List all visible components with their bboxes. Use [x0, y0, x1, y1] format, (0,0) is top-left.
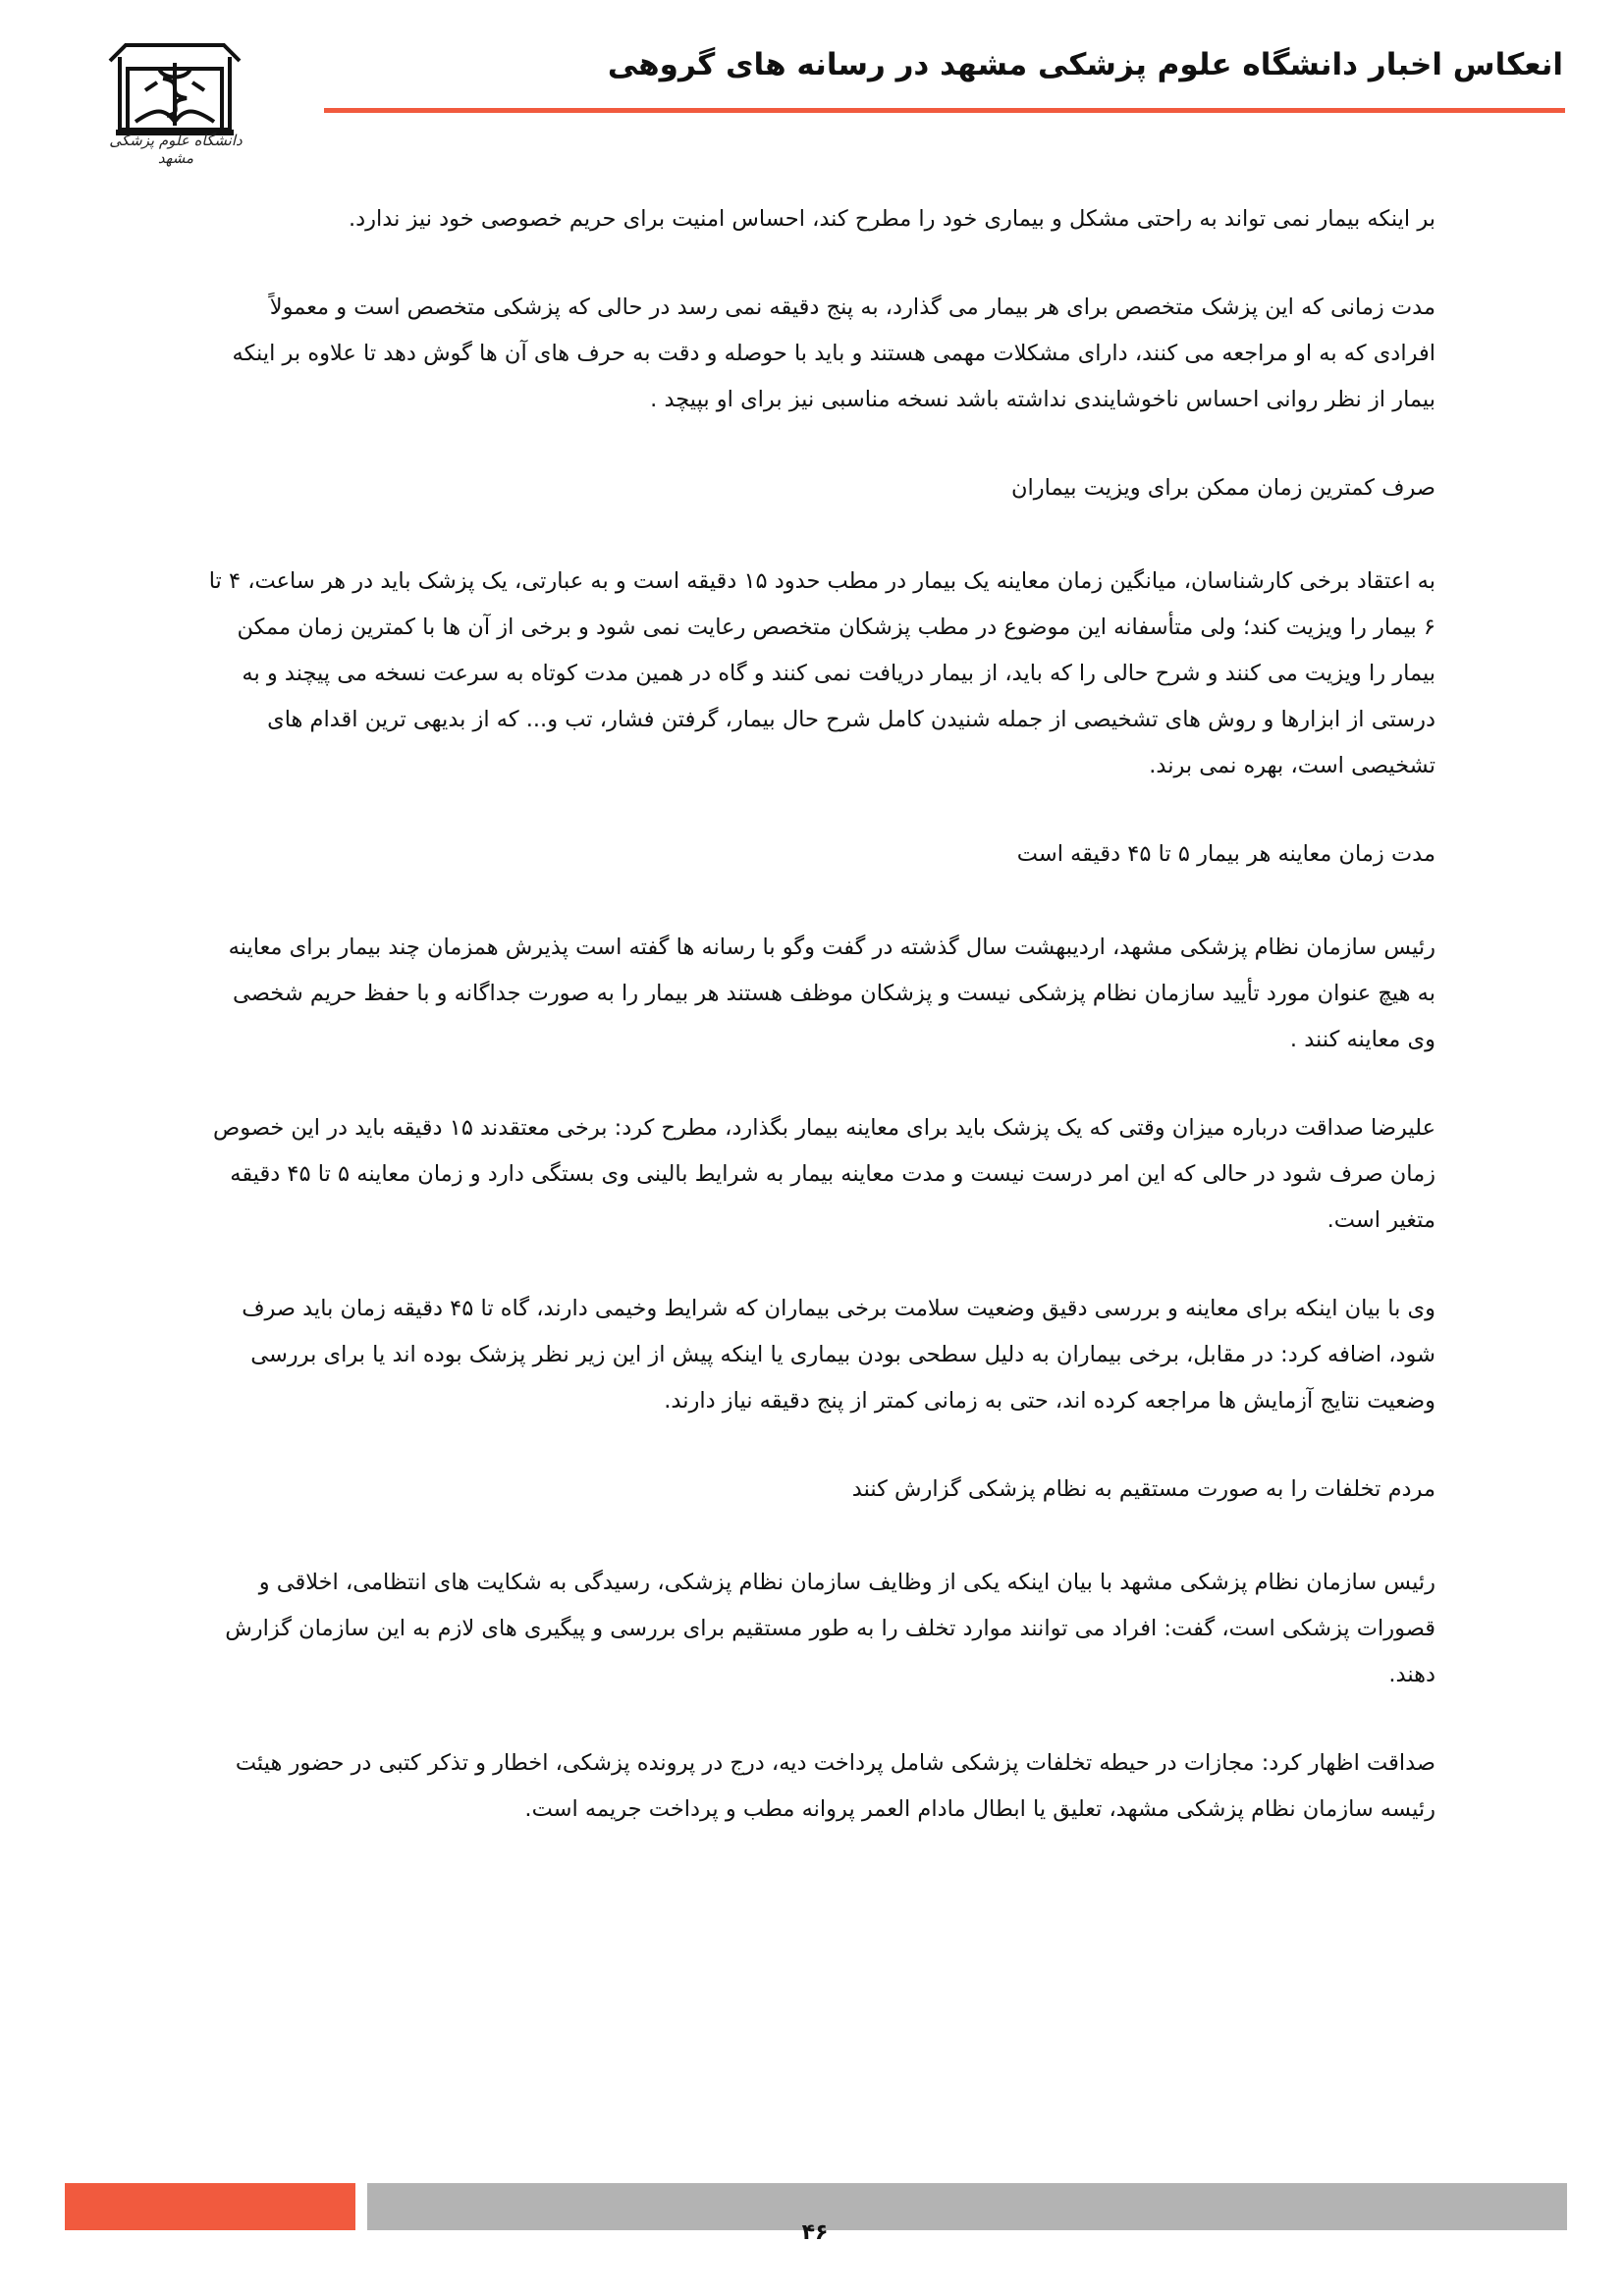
paragraph: بر اینکه بیمار نمی تواند به راحتی مشکل و بیماری خود را مطرح کند، احساس امنیت برای حریم خصوصی خود نیز ندارد. [348, 206, 1435, 232]
header-divider [324, 108, 1565, 113]
section-heading: صرف کمترین زمان ممکن برای ویزیت بیماران [1011, 475, 1435, 501]
paragraph: رئیس سازمان نظام پزشکی مشهد با بیان اینکه یکی از وظایف سازمان نظام پزشکی، رسیدگی به شکایت های انتظامی، اخلاقی و قصورات پزشکی است، گفت: افراد می توانند موارد تخلف را به طور مستقیم برای بررسی و پیگیری های لازم به این سازمان گزارش دهند. [225, 1570, 1435, 1687]
paragraph: صداقت اظهار کرد: مجازات در حیطه تخلفات پزشکی شامل پرداخت دیه، درج در پرونده پزشکی، اخطار و تذکر کتبی در حضور هیئت رئیسه سازمان نظام پزشکی مشهد، تعلیق یا ابطال مادام العمر پروانه مطب و پرداخت جریمه است. [235, 1750, 1435, 1822]
article-body [206, 196, 1435, 1875]
paragraph: به اعتقاد برخی کارشناسان، میانگین زمان معاینه یک بیمار در مطب حدود ۱۵ دقیقه است و به عبارتی، یک پزشک باید در هر ساعت، ۴ تا ۶ بیمار را ویزیت کند؛ ولی متأسفانه این موضوع در مطب پزشکان متخصص رعایت نمی شود و برخی از آن ها با کمترین زمان ممکن بیمار را ویزیت می کنند و شرح حالی را که باید، از بیمار دریافت نمی کنند و گاه در همین مدت کوتاه به سرعت نسخه می پیچند و به درستی از ابزارها و روش های تشخیصی از جمله شنیدن کامل شرح حال بیمار، گرفتن فشار، تب و... که از بدیهی ترین اقدام های تشخیصی است، بهره نمی برند. [208, 568, 1435, 778]
footer-accent-bar [65, 2183, 355, 2230]
paragraph: وی با بیان اینکه برای معاینه و بررسی دقیق وضعیت سلامت برخی بیماران که شرایط وخیمی دارند، گاه تا ۴۵ دقیقه زمان باید صرف شود، اضافه کرد: در مقابل، برخی بیماران به دلیل سطحی بودن بیماری یا اینکه پیش از این زیر نظر پزشک بوده اند یا برای بررسی وضعیت نتایج آزمایش ها مراجعه کرده اند، حتی به زمانی کمتر از پنج دقیقه نیاز دارند. [242, 1296, 1435, 1414]
section-heading: مدت زمان معاینه هر بیمار ۵ تا ۴۵ دقیقه است [1016, 841, 1435, 867]
logo-caption: دانشگاه علوم پزشکی مشهد [109, 132, 243, 167]
page-header-title: انعکاس اخبار دانشگاه علوم پزشکی مشهد در رسانه های گروهی [607, 47, 1563, 82]
paragraph: علیرضا صداقت درباره میزان وقتی که یک پزشک باید برای معاینه بیمار بگذارد، مطرح کرد: برخی معتقدند ۱۵ دقیقه باید در این خصوص زمان صرف شود در حالی که این امر درست نیست و مدت معاینه بیمار به شرایط بالینی وی بستگی دارد و زمان معاینه ۵ تا ۴۵ دقیقه متغیر است. [213, 1115, 1435, 1233]
section-heading: مردم تخلفات را به صورت مستقیم به نظام پزشکی گزارش کنند [851, 1476, 1435, 1502]
footer-gray-bar [367, 2183, 1567, 2230]
paragraph: رئیس سازمان نظام پزشکی مشهد، اردیبهشت سال گذشته در گفت وگو با رسانه ها گفته است پذیرش همزمان چند بیمار برای معاینه به هیچ عنوان مورد تأیید سازمان نظام پزشکی نیست و پزشکان موظف هستند هر بیمار را به صورت جداگانه و با حفظ حریم شخصی وی معاینه کنند . [228, 934, 1435, 1052]
paragraph: مدت زمانی که این پزشک متخصص برای هر بیمار می گذارد، به پنج دقیقه نمی رسد در حالی که پزشکی متخصص است و معمولاً افرادی که به او مراجعه می کنند، دارای مشکلات مهمی هستند و باید با حوصله و دقت به حرف های آن ها گوش دهد تا علاوه بر اینکه بیمار از نظر روانی احساس ناخوشایندی نداشته باشد نسخه مناسبی نیز برای او بپیچد . [232, 294, 1435, 412]
page-number: ۴۶ [801, 2220, 829, 2245]
